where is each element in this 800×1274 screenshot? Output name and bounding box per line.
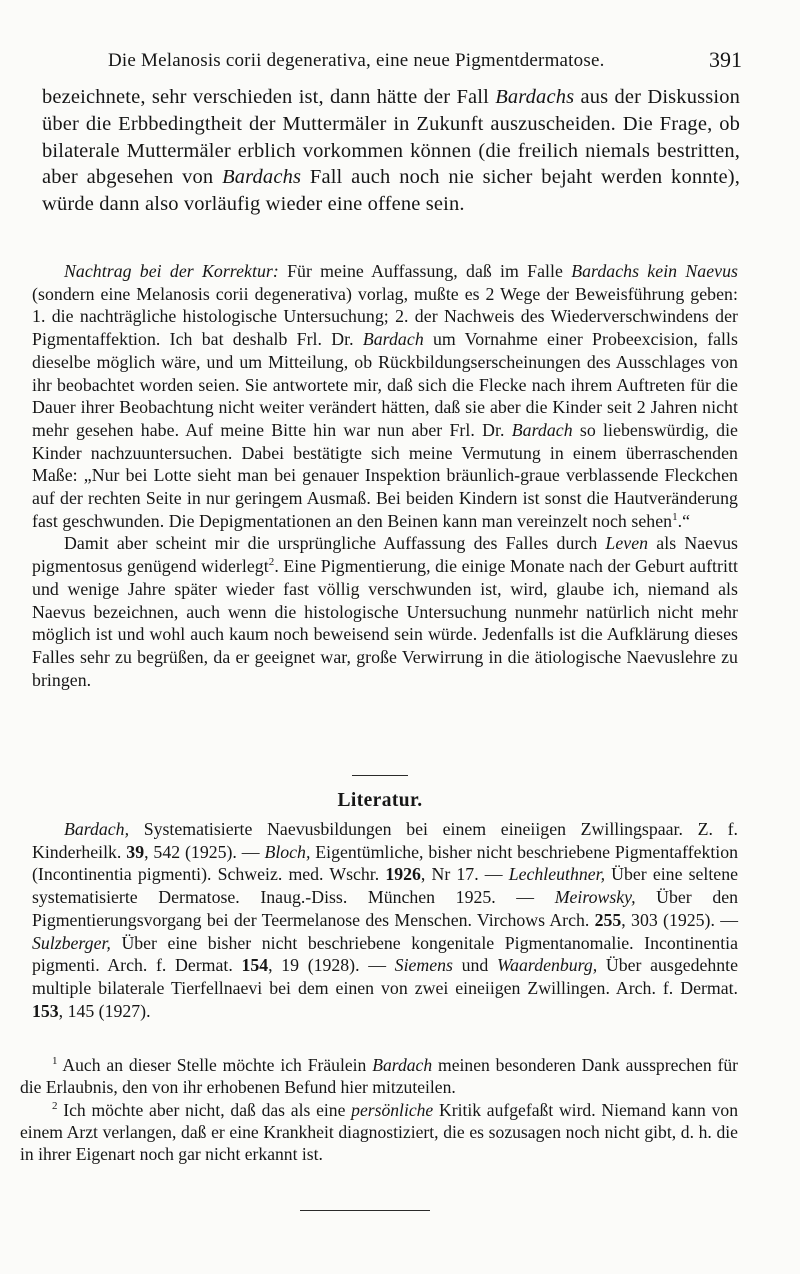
ref-author: Waardenburg, xyxy=(496,955,598,976)
text-run: Über eine bisher nicht beschriebene kongenitale Pigmentanomalie. Incontinentia pigmenti. Arch. f. Dermat. xyxy=(32,932,738,976)
author-name: Bardach xyxy=(372,1055,433,1075)
text-run: Fall auch noch nie sicher bejaht werden konnte), würde dann also vorläufig wieder eine offene sein. xyxy=(42,166,740,216)
text-run: als Naevus pigmentosus genügend widerlegt xyxy=(32,533,738,577)
ref-author: Lechleuthner, xyxy=(508,864,606,885)
running-title: Die Melanosis corii degenerativa, eine neue Pigmentdermatose. xyxy=(108,50,605,71)
text-run: meinen besonderen Dank aussprechen für die Erlaubnis, den von ihr erhobenen Befund hier mitzuteilen. xyxy=(20,1055,738,1098)
text-run: um Vornahme einer Probeexcision, falls dieselbe möglich wäre, und um Mitteilung, ob Rückbildungserscheinungen des Ausschlages von ihr beobachtet worden seien. Sie antwortete mir, daß sich die Flecke nach ihrem Auftreten für die Dauer ihrer Beobachtung nicht weiter verändert hätten, daß sie aber die Kinder seit 2 Jahren nicht mehr gesehen habe. Auf meine Bitte hin war nun aber Frl. Dr. xyxy=(32,329,738,440)
emphasis: Bardachs kein Naevus xyxy=(571,261,738,281)
text-run: aus der Diskussion über die Erbbedingtheit der Muttermäler in Zukunft auszuscheiden. Die Frage, ob bilaterale Muttermäler erblich vorkommen können (die freilich niemals bestritten, aber abgesehen von xyxy=(42,86,741,189)
ref-volume: 39 xyxy=(126,841,145,862)
page-number: 391 xyxy=(709,47,742,72)
text-run: Eigentümliche, bisher nicht beschriebene Pigmentaffektion (Incontinentia pigmenti). Schweiz. med. Wschr. xyxy=(32,841,739,885)
footnote-2 xyxy=(20,1099,738,1166)
text-run: .“ xyxy=(677,510,691,531)
text-run: bezeichnete, sehr verschieden ist, dann hätte der Fall xyxy=(42,86,496,108)
text-run: , 303 (1925). — xyxy=(621,909,738,930)
author-name: Leven xyxy=(605,533,649,554)
addendum-section xyxy=(32,260,738,691)
footnote-number: 1 xyxy=(52,1055,58,1068)
text-run: , 542 (1925). — xyxy=(144,841,265,862)
addendum-label: Nachtrag bei der Korrektur: xyxy=(64,261,279,281)
ref-volume: 153 xyxy=(32,1000,59,1021)
text-run: und xyxy=(452,955,497,976)
author-name: Bardach xyxy=(511,419,573,440)
text-run: Für meine Auffassung, daß im Falle xyxy=(278,261,572,281)
references-paragraph xyxy=(32,818,738,1022)
damit-paragraph xyxy=(32,532,738,691)
text-run: , 19 (1928). — xyxy=(268,955,395,976)
text-run: Kritik aufgefaßt wird. Niemand kann von einem Arzt verlangen, daß er eine Krankheit diagnostiziert, die es sozusagen noch nicht gibt, d. h. die in ihrer Eigenart noch gar nicht erkannt ist. xyxy=(20,1099,738,1165)
text-run: Über eine seltene systematisierte Dermatose. Inaug.-Diss. München 1925. — xyxy=(32,864,738,908)
ref-author: Sulzberger, xyxy=(32,932,111,953)
footnote-number: 2 xyxy=(52,1099,58,1112)
text-run: . Eine Pigmentierung, die einige Monate nach der Geburt auftritt und wenige Jahre später wieder fast völlig verschwunden ist, wird, glaube ich, niemand als Naevus bezeichnen, auch wenn die histologische Untersuchung nunmehr natürlich nicht mehr möglich ist und wohl auch kaum noch beweisend sein würde. Jedenfalls ist die Aufklärung dieses Falles sehr zu begrüßen, da er geeignet war, große Verwirrung in die ätiologische Naevuslehre zu bringen. xyxy=(32,556,738,690)
text-run: Ich möchte aber nicht, daß das als eine xyxy=(57,1099,352,1120)
emphasis: persönliche xyxy=(351,1099,434,1120)
bottom-divider xyxy=(300,1210,430,1211)
footnote-ref: 2 xyxy=(268,556,275,569)
intro-paragraph xyxy=(42,84,740,218)
page-header xyxy=(92,44,742,78)
text-run: Systematisierte Naevusbildungen bei einem eineiigen Zwillingspaar. Z. f. Kinderheilk. xyxy=(32,819,738,862)
text-run: Damit aber scheint mir die ursprüngliche Auffassung des Falles durch xyxy=(64,533,606,554)
footnote-ref: 1 xyxy=(672,510,678,523)
ref-author: Bloch, xyxy=(264,841,311,862)
text-run: , Nr 17. — xyxy=(420,864,509,885)
ref-author: Siemens xyxy=(394,955,453,976)
references-list xyxy=(32,818,738,1022)
references-heading: Literatur. xyxy=(337,790,423,811)
text-run: (sondern eine Melanosis corii degenerativa) vorlag, mußte es 2 Wege der Beweisführung geben: 1. die nachträgliche histologische Untersuchung; 2. der Nachweis des Wiederverschwindens der Pigmentaffektion. Ich bat deshalb Frl. Dr. xyxy=(32,283,738,350)
ref-author: Bardach, xyxy=(64,819,130,839)
footnotes xyxy=(20,1054,738,1165)
text-run: Über den Pigmentierungsvorgang bei der Teermelanose des Menschen. Virchows Arch. xyxy=(32,887,738,930)
ref-volume: 255 xyxy=(594,909,622,930)
intro-text xyxy=(42,84,740,218)
footnote-1 xyxy=(20,1054,738,1099)
ref-volume: 1926 xyxy=(385,864,421,885)
text-run: Auch an dieser Stelle möchte ich Fräulein xyxy=(57,1055,373,1075)
section-divider xyxy=(352,775,408,776)
author-name: Bardachs xyxy=(222,166,302,189)
nachtrag-paragraph xyxy=(32,260,738,532)
ref-volume: 154 xyxy=(241,955,269,976)
author-name: Bardachs xyxy=(495,86,575,108)
text-run: Über ausgedehnte multiple bilaterale Tierfellnaevi bei dem einen von zwei eineiigen Zwillingen. Arch. f. Dermat. xyxy=(32,955,739,998)
author-name: Bardach xyxy=(362,329,424,350)
text-run: , 145 (1927). xyxy=(58,1000,151,1021)
text-run: so liebenswürdig, die Kinder nachzuuntersuchen. Dabei bestätigte sich meine Vermutung in einem überraschenden Maße: „Nur bei Lotte sieht man bei genauer Inspektion bräunlich-graue verblassende Fleckchen auf der rechten Seite in nur geringem Ausmaß. Bei beiden Kindern ist sonst die Hautveränderung fast geschwunden. Die Depigmentationen an den Beinen kann man vereinzelt noch sehen xyxy=(32,419,738,531)
ref-author: Meirowsky, xyxy=(554,887,636,908)
